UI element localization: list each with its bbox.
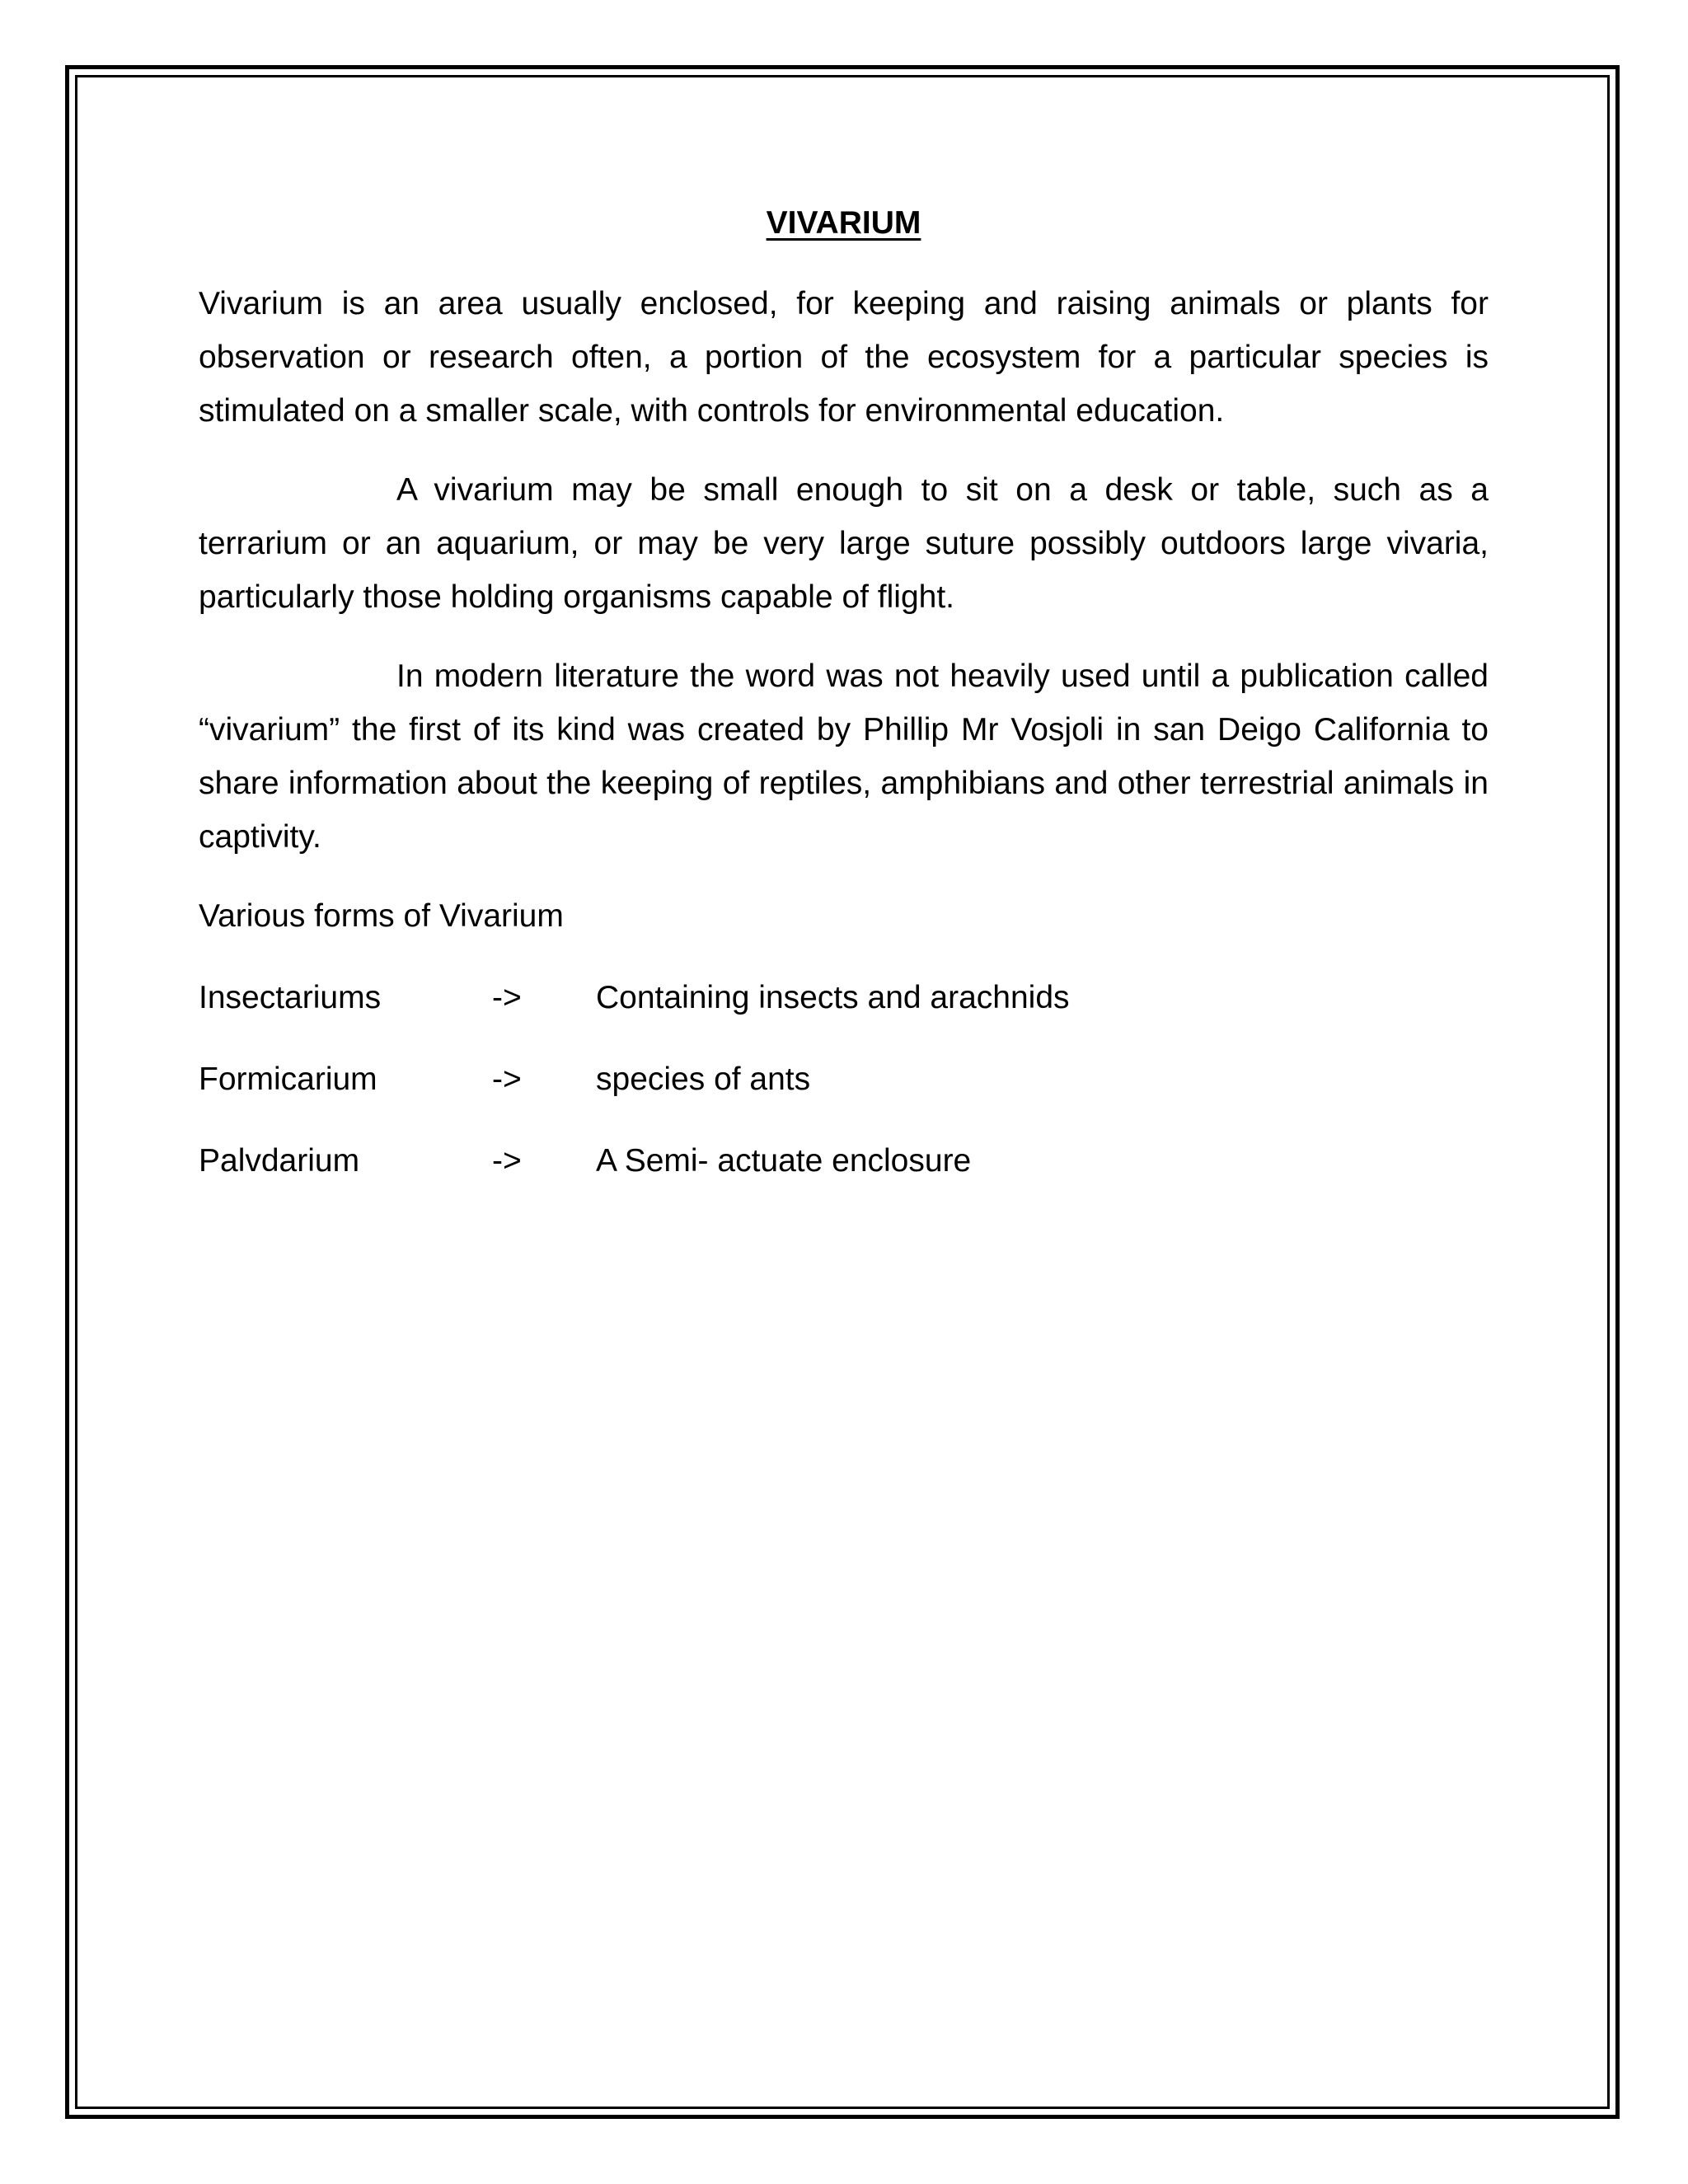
form-description: Containing insects and arachnids <box>596 980 1070 1015</box>
forms-heading: Various forms of Vivarium <box>199 898 564 934</box>
form-row-formicarium <box>199 1052 1489 1106</box>
document-title: VIVARIUM <box>766 205 921 241</box>
paragraph-definition: Vivarium is an area usually enclosed, for keeping and raising animals or plants for observation or research often, a portion of the ecosystem for a particular species is stimulated on a smaller scale, with controls for environmental education. <box>199 286 1489 429</box>
form-name: Palvdarium <box>199 1143 360 1179</box>
form-arrow: -> <box>492 1143 522 1179</box>
form-row-insectariums <box>199 971 1489 1024</box>
form-row-palvdarium <box>199 1134 1489 1188</box>
paragraph-size: A vivarium may be small enough to sit on a desk or table, such as a terrarium or an aquarium, or may be very large suture possibly outdoors large vivaria, particularly those holding organisms capable of flight. <box>199 472 1489 615</box>
document-body <box>199 194 1489 1216</box>
form-arrow: -> <box>492 980 522 1015</box>
form-description: species of ants <box>596 1062 811 1097</box>
form-name: Insectariums <box>199 980 382 1015</box>
form-description: A Semi- actuate enclosure <box>596 1143 972 1179</box>
form-name: Formicarium <box>199 1062 377 1097</box>
paragraph-literature: In modern literature the word was not heavily used until a publication called “vivarium” the first of its kind was created by Phillip Mr Vosjoli in san Deigo California to share information about the keeping of reptiles, amphibians and other terrestrial animals in captivity. <box>199 658 1489 855</box>
form-arrow: -> <box>492 1062 522 1097</box>
